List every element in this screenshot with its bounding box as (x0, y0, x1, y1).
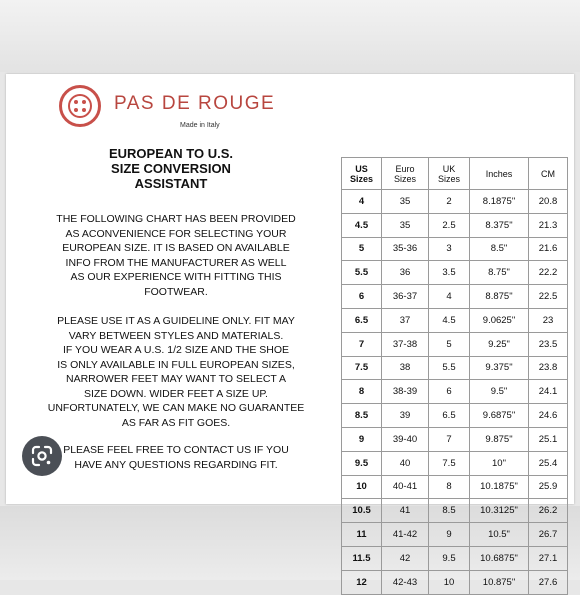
table-cell: 6.5 (429, 404, 470, 428)
table-cell: 9.25" (470, 332, 529, 356)
size-chart-card (6, 74, 574, 588)
table-cell: 9.875" (470, 427, 529, 451)
table-cell: 27.6 (529, 570, 568, 594)
table-cell: 5 (429, 332, 470, 356)
table-cell: 41 (382, 499, 429, 523)
table-cell: 6 (429, 380, 470, 404)
table-cell: 9.0625" (470, 308, 529, 332)
google-lens-icon (30, 444, 54, 468)
table-header-row (342, 158, 568, 190)
table-cell: 8 (342, 380, 382, 404)
table-cell: 10.5" (470, 523, 529, 547)
table-cell: 23.5 (529, 332, 568, 356)
table-cell: 7.5 (429, 451, 470, 475)
background-top (0, 0, 580, 72)
table-row (342, 475, 568, 499)
table-cell: 22.2 (529, 261, 568, 285)
brand-name: PAS DE ROUGE (114, 93, 276, 114)
column-header-us: US Sizes (342, 158, 382, 190)
share-button[interactable] (22, 436, 62, 476)
table-row (342, 237, 568, 261)
column-header-inches: Inches (470, 158, 529, 190)
table-row (342, 213, 568, 237)
table-cell: 36-37 (382, 285, 429, 309)
table-cell: 7.5 (342, 356, 382, 380)
table-row (342, 261, 568, 285)
table-cell: 4 (342, 190, 382, 214)
table-cell: 38-39 (382, 380, 429, 404)
table-row (342, 285, 568, 309)
table-cell: 25.4 (529, 451, 568, 475)
table-cell: 10.5 (342, 499, 382, 523)
column-header-euro: Euro Sizes (382, 158, 429, 190)
table-cell: 24.6 (529, 404, 568, 428)
table-cell: 42 (382, 546, 429, 570)
table-cell: 25.9 (529, 475, 568, 499)
table-cell: 2 (429, 190, 470, 214)
table-cell: 37 (382, 308, 429, 332)
table-row (342, 427, 568, 451)
table-cell: 37-38 (382, 332, 429, 356)
table-cell: 8.5" (470, 237, 529, 261)
table-cell: 27.1 (529, 546, 568, 570)
size-conversion-table (341, 157, 568, 595)
table-cell: 4.5 (429, 308, 470, 332)
table-cell: 8.5 (429, 499, 470, 523)
table-cell: 40-41 (382, 475, 429, 499)
table-row (342, 499, 568, 523)
table-cell: 10 (342, 475, 382, 499)
table-cell: 10.3125" (470, 499, 529, 523)
table-cell: 10" (470, 451, 529, 475)
table-cell: 11 (342, 523, 382, 547)
table-row (342, 523, 568, 547)
table-cell: 3 (429, 237, 470, 261)
table-cell: 11.5 (342, 546, 382, 570)
table-cell: 3.5 (429, 261, 470, 285)
table-cell: 8.1875" (470, 190, 529, 214)
contact-paragraph: PLEASE FEEL FREE TO CONTACT US IF YOU HAVE ANY QUESTIONS REGARDING FIT. (63, 444, 289, 471)
table-body (342, 190, 568, 595)
table-cell: 22.5 (529, 285, 568, 309)
table-cell: 8.875" (470, 285, 529, 309)
table-cell: 26.7 (529, 523, 568, 547)
table-cell: 4.5 (342, 213, 382, 237)
table-cell: 2.5 (429, 213, 470, 237)
table-row (342, 451, 568, 475)
table-cell: 23.8 (529, 356, 568, 380)
column-header-cm: CM (529, 158, 568, 190)
table-cell: 25.1 (529, 427, 568, 451)
table-row (342, 546, 568, 570)
guideline-paragraph: PLEASE USE IT AS A GUIDELINE ONLY. FIT MAY VARY BETWEEN STYLES AND MATERIALS. IF YOU WEAR A U.S. 1/2 SIZE AND THE SHOE IS ONLY AVAILABLE IN FULL EUROPEAN SIZES, NARROWER FEET MAY WANT TO SELECT A SIZE DOWN. WIDER FEET A SIZE UP. UNFORTUNATELY, WE CAN MAKE NO GUARANTEE AS FAR AS FIT GOES. (47, 315, 305, 429)
brand-tagline: Made in Italy (180, 122, 220, 129)
table-cell: 39-40 (382, 427, 429, 451)
table-cell: 12 (342, 570, 382, 594)
table-row (342, 190, 568, 214)
table-cell: 5 (342, 237, 382, 261)
table-row (342, 570, 568, 594)
table-cell: 9.5 (429, 546, 470, 570)
page-title: EUROPEAN TO U.S. SIZE CONVERSION ASSISTANT (108, 146, 233, 191)
table-cell: 40 (382, 451, 429, 475)
intro-paragraph: THE FOLLOWING CHART HAS BEEN PROVIDED AS ACONVENIENCE FOR SELECTING YOUR EUROPEAN SIZE. IT IS BASED ON AVAILABLE INFO FROM THE MANUFACTURER AS WELL AS OUR EXPERIENCE WITH FITTING THIS FOOTWEAR. (56, 213, 296, 298)
table-cell: 9 (429, 523, 470, 547)
table-cell: 35 (382, 190, 429, 214)
table-cell: 5.5 (429, 356, 470, 380)
table-cell: 10.875" (470, 570, 529, 594)
table-cell: 24.1 (529, 380, 568, 404)
button-logo-icon (59, 85, 101, 127)
table-cell: 21.3 (529, 213, 568, 237)
table-cell: 20.8 (529, 190, 568, 214)
table-cell: 23 (529, 308, 568, 332)
table-cell: 35-36 (382, 237, 429, 261)
table-cell: 9.5" (470, 380, 529, 404)
table-row (342, 380, 568, 404)
table-cell: 39 (382, 404, 429, 428)
table-cell: 26.2 (529, 499, 568, 523)
table-row (342, 356, 568, 380)
table-cell: 9.6875" (470, 404, 529, 428)
column-header-uk: UK Sizes (429, 158, 470, 190)
table-cell: 8.375" (470, 213, 529, 237)
table-cell: 6 (342, 285, 382, 309)
table-row (342, 308, 568, 332)
table-cell: 10 (429, 570, 470, 594)
table-cell: 10.1875" (470, 475, 529, 499)
table-cell: 8.75" (470, 261, 529, 285)
table-cell: 41-42 (382, 523, 429, 547)
table-cell: 10.6875" (470, 546, 529, 570)
table-cell: 36 (382, 261, 429, 285)
table-cell: 42-43 (382, 570, 429, 594)
table-cell: 7 (342, 332, 382, 356)
table-cell: 38 (382, 356, 429, 380)
table-cell: 35 (382, 213, 429, 237)
table-cell: 6.5 (342, 308, 382, 332)
table-cell: 9 (342, 427, 382, 451)
table-cell: 7 (429, 427, 470, 451)
table-cell: 9.375" (470, 356, 529, 380)
table-cell: 21.6 (529, 237, 568, 261)
table-cell: 8.5 (342, 404, 382, 428)
table-cell: 4 (429, 285, 470, 309)
table-cell: 5.5 (342, 261, 382, 285)
table-row (342, 332, 568, 356)
table-cell: 9.5 (342, 451, 382, 475)
table-row (342, 404, 568, 428)
table-cell: 8 (429, 475, 470, 499)
